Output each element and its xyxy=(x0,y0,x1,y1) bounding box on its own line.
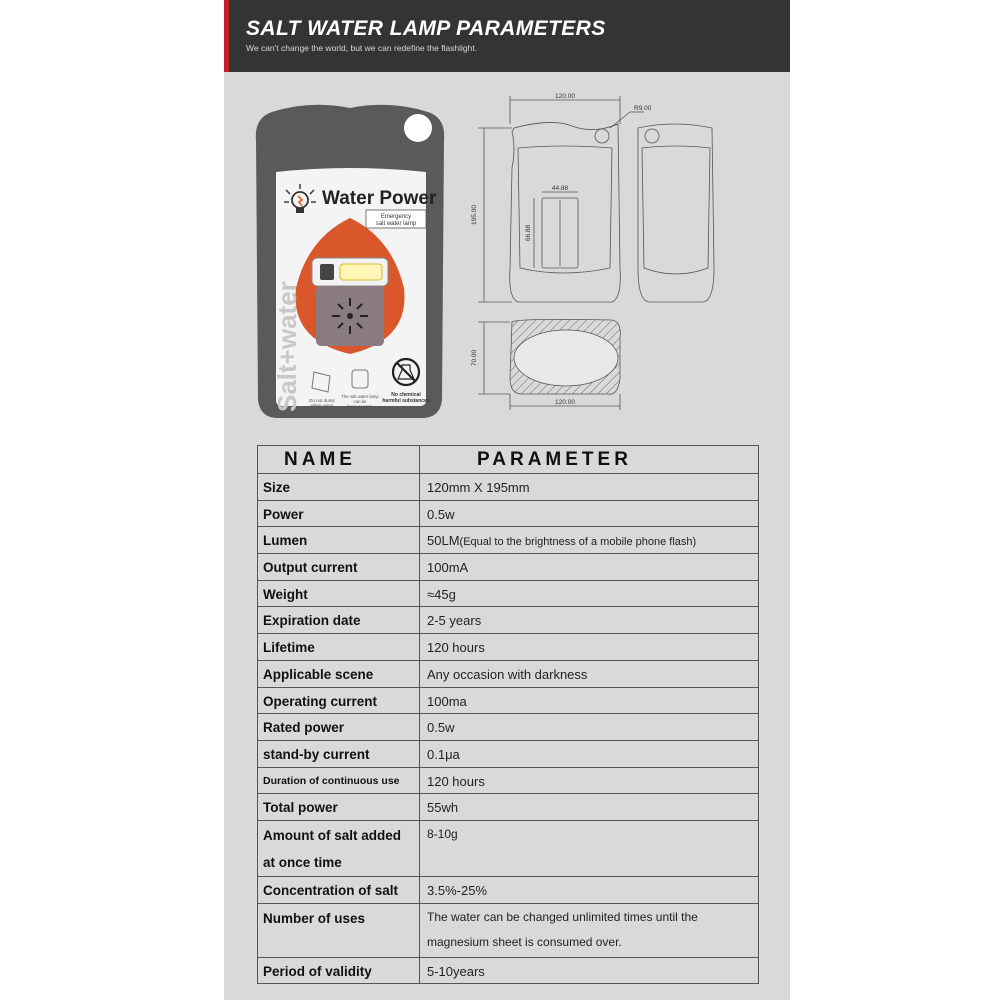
row-value: Any occasion with darkness xyxy=(420,660,759,687)
parameters-table xyxy=(257,445,759,984)
column-header-name: NAME xyxy=(258,446,420,474)
row-name: Power xyxy=(258,500,420,527)
svg-text:hung or worn: hung or worn xyxy=(347,404,373,409)
row-value: 50LM(Equal to the brightness of a mobile phone flash) xyxy=(420,527,759,554)
row-value: The water can be changed unlimited times until the magnesium sheet is consumed over. xyxy=(420,903,759,957)
row-name: Weight xyxy=(258,580,420,607)
table-row xyxy=(258,607,759,634)
row-name: Rated power xyxy=(258,714,420,741)
row-value: 0.1μa xyxy=(420,740,759,767)
row-value: 2-5 years xyxy=(420,607,759,634)
page-title: SALT WATER LAMP PARAMETERS xyxy=(246,17,606,40)
table-row xyxy=(258,687,759,714)
svg-text:R9.00: R9.00 xyxy=(634,105,652,112)
row-name: Lumen xyxy=(258,527,420,554)
row-value: 3.5%-25% xyxy=(420,876,759,903)
row-value: 100ma xyxy=(420,687,759,714)
table-row xyxy=(258,580,759,607)
row-note: (Equal to the brightness of a mobile phone flash) xyxy=(459,536,697,549)
table-row xyxy=(258,767,759,794)
svg-text:66.88: 66.88 xyxy=(525,224,532,242)
page-subtitle: We can't change the world, but we can redefine the flashlight. xyxy=(246,43,478,53)
table-row xyxy=(258,527,759,554)
svg-text:70.00: 70.00 xyxy=(471,349,478,367)
row-value: ≈45g xyxy=(420,580,759,607)
svg-text:when using: when using xyxy=(310,403,334,408)
table-row xyxy=(258,500,759,527)
svg-text:Emergency: Emergency xyxy=(380,214,412,220)
table-row xyxy=(258,474,759,501)
product-image xyxy=(250,100,450,420)
svg-text:Do not dump: Do not dump xyxy=(309,398,335,403)
hang-hole xyxy=(404,114,432,142)
table-row xyxy=(258,794,759,821)
table-header-row xyxy=(258,446,759,474)
row-name: Concentration of salt xyxy=(258,876,420,903)
row-name: Operating current xyxy=(258,687,420,714)
row-name: Lifetime xyxy=(258,634,420,661)
svg-text:The salt water lamp: The salt water lamp xyxy=(341,394,379,399)
row-name: Size xyxy=(258,474,420,501)
row-value: 100mA xyxy=(420,554,759,581)
table-row xyxy=(258,820,759,876)
row-value: 0.5w xyxy=(420,500,759,527)
svg-text:No chemical: No chemical xyxy=(391,392,421,398)
row-value: 120mm X 195mm xyxy=(420,474,759,501)
column-header-parameter: PARAMETER xyxy=(420,446,759,474)
table-row xyxy=(258,957,759,984)
table-row xyxy=(258,876,759,903)
table-row xyxy=(258,634,759,661)
table-row xyxy=(258,554,759,581)
svg-text:195.00: 195.00 xyxy=(471,205,478,225)
svg-text:salt water lamp: salt water lamp xyxy=(375,221,417,227)
row-value: 55wh xyxy=(420,794,759,821)
table-row xyxy=(258,740,759,767)
row-name: Duration of continuous use xyxy=(258,767,420,794)
row-value: 120 hours xyxy=(420,634,759,661)
row-name: Expiration date xyxy=(258,607,420,634)
vertical-brand-text: Salt+water xyxy=(272,281,302,412)
svg-text:can be: can be xyxy=(353,399,367,404)
row-value: 0.5w xyxy=(420,714,759,741)
table-row xyxy=(258,660,759,687)
svg-text:120.00: 120.00 xyxy=(555,399,575,406)
svg-text:44.88: 44.88 xyxy=(551,185,569,192)
row-name: Amount of salt added at once time xyxy=(258,820,420,876)
row-name: Output current xyxy=(258,554,420,581)
row-name: Period of validity xyxy=(258,957,420,984)
row-value: 8-10g xyxy=(420,820,759,876)
header-accent-stripe xyxy=(224,0,229,72)
row-value: 5-10years xyxy=(420,957,759,984)
technical-drawing xyxy=(462,88,772,418)
row-name: Number of uses xyxy=(258,903,420,957)
table-row xyxy=(258,903,759,957)
svg-text:harmful substances: harmful substances xyxy=(382,398,430,404)
lamp-device xyxy=(312,258,388,346)
row-value: 120 hours xyxy=(420,767,759,794)
row-name: Total power xyxy=(258,794,420,821)
row-name: Applicable scene xyxy=(258,660,420,687)
row-name: stand-by current xyxy=(258,740,420,767)
table-row xyxy=(258,714,759,741)
svg-text:120.00: 120.00 xyxy=(555,93,575,100)
brand-name: Water Power xyxy=(322,188,437,209)
